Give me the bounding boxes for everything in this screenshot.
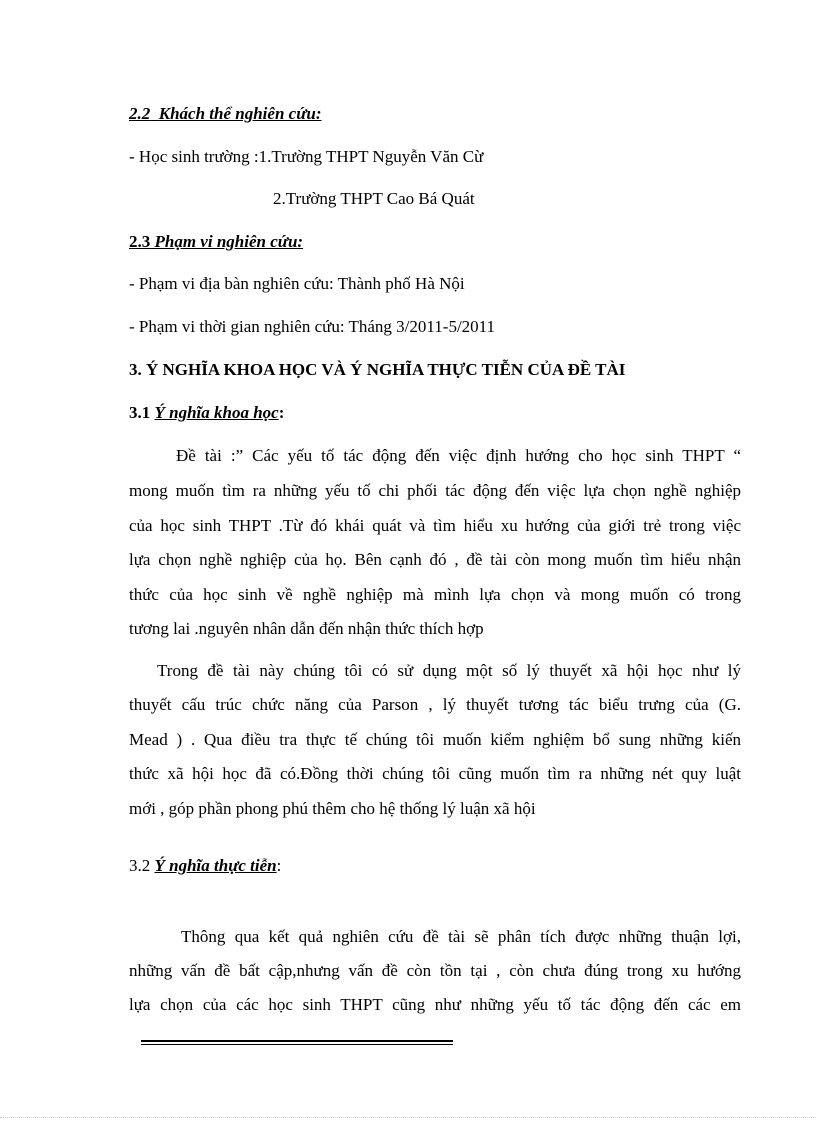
para1-line: tương lai .nguyên nhân dẫn đến nhận thức thích hợp: [129, 619, 484, 638]
section-2-3-heading: [129, 231, 303, 253]
subjects-line-1: - Học sinh trường :1.Trường THPT Nguyễn Văn Cừ: [129, 147, 484, 166]
section-3-1-heading: [129, 402, 284, 424]
section-3-1-title: Ý nghĩa khoa học: [154, 403, 279, 422]
footnote-separator: [141, 1040, 453, 1045]
section-3-2-title: Ý nghĩa thực tiễn: [154, 856, 277, 875]
section-3-heading: 3. Ý NGHĨA KHOA HỌC VÀ Ý NGHĨA THỰC TIỄN CỦA ĐỀ TÀI: [129, 360, 626, 379]
section-2-2-heading: [129, 103, 322, 125]
para1-line: của học sinh THPT .Từ đó khái quát và tìm hiểu xu hướng của giới trẻ trong việc: [129, 516, 741, 535]
para1-line: thức của học sinh về nghề nghiệp mà mình lựa chọn và mong muốn có trong: [129, 585, 741, 604]
section-2-2-number: 2.2: [129, 104, 151, 123]
para3-line: Thông qua kết quả nghiên cứu đề tài sẽ phân tích được những thuận lợi,: [181, 927, 741, 946]
para2-line: thức xã hội học đã có.Đồng thời chúng tôi cũng muốn tìm ra những nét quy luật: [129, 764, 741, 783]
page-bottom-edge: [0, 1117, 816, 1118]
section-3-2-heading: [129, 855, 281, 877]
section-3-2-colon: :: [276, 856, 282, 875]
section-2-2-title: Khách thể nghiên cứu:: [158, 104, 322, 123]
para3-line: lựa chọn của các học sinh THPT cũng như những yếu tố tác động đến các em: [129, 995, 741, 1014]
section-3-2-number: 3.2: [129, 856, 151, 875]
section-2-3-title: Phạm vi nghiên cứu:: [154, 232, 304, 251]
subjects-line-2: 2.Trường THPT Cao Bá Quát: [273, 189, 475, 208]
para1-line: lựa chọn nghề nghiệp của họ. Bên cạnh đó , đề tài còn mong muốn tìm hiểu nhận: [129, 550, 741, 569]
scope-time: - Phạm vi thời gian nghiên cứu: Tháng 3/2011-5/2011: [129, 317, 496, 336]
section-3-1-number: 3.1: [129, 403, 151, 422]
para1-line: mong muốn tìm ra những yếu tố chi phối tác động đến việc lựa chọn nghề nghiệp: [129, 481, 741, 500]
section-3-1-colon: :: [278, 403, 285, 422]
para2-line: mới , góp phần phong phú thêm cho hệ thống lý luận xã hội: [129, 799, 536, 818]
para2-line: Mead ) . Qua điều tra thực tế chúng tôi muốn kiểm nghiệm bổ sung những kiến: [129, 730, 741, 749]
scope-area: - Phạm vi địa bàn nghiên cứu: Thành phố Hà Nội: [129, 274, 465, 293]
section-2-3-number: 2.3: [129, 232, 151, 251]
para2-line: thuyết cấu trúc chức năng của Parson , lý thuyết tương tác biểu trưng của (G.: [129, 695, 741, 714]
para2-line: Trong đề tài này chúng tôi có sử dụng một số lý thuyết xã hội học như lý: [157, 661, 741, 680]
para3-line: những vấn đề bất cập,nhưng vấn đề còn tồn tại , còn chưa đúng trong xu hướng: [129, 961, 741, 980]
para1-line: Đề tài :” Các yếu tố tác động đến việc định hướng cho học sinh THPT “: [176, 446, 741, 465]
